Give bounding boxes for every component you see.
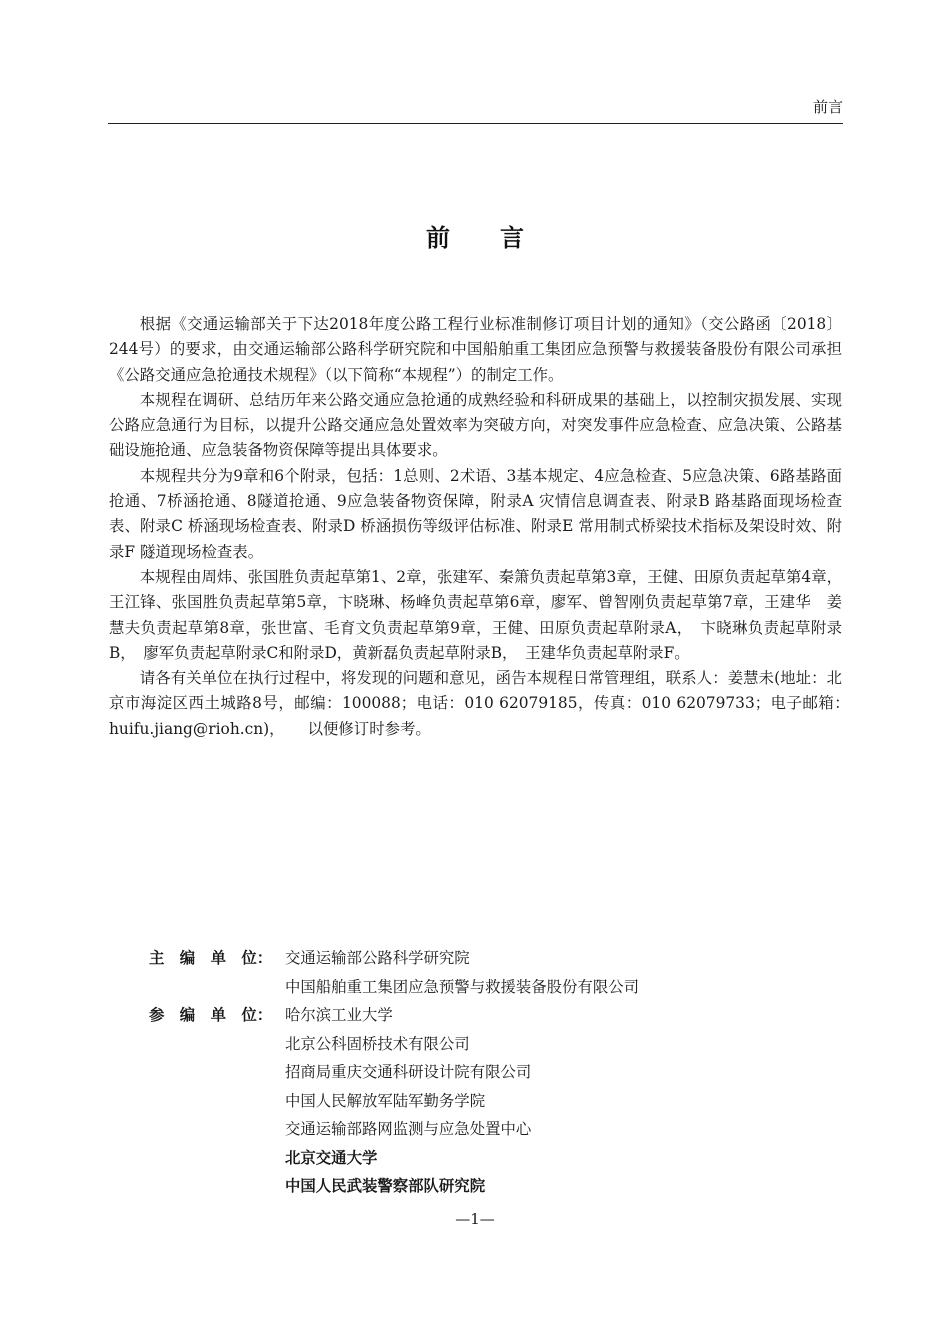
chief-editor-label: 主 编 单 位： (149, 949, 273, 967)
unit-item: 中国人民解放军陆军勤务学院 (285, 1091, 486, 1110)
paragraph: 请各有关单位在执行过程中，将发现的问题和意见，函告本规程日常管理组，联系人：姜慧未(地址：北京市海淀区西土城路8号，邮编：100088；电话：010 62079185，传真：010 62079733；电子邮箱： huifu.jiang@rioh.cn)， 以便修订时参考。 (109, 669, 858, 738)
participating-units (149, 1001, 829, 1201)
unit-item: 北京公科固桥技术有限公司 (285, 1034, 470, 1053)
header-rule (108, 123, 843, 124)
paragraph: 本规程由周炜、张国胜负责起草第1、2章，张建军、秦箫负责起草第3章，王健、田原负责起草第4章，王江锋、张国胜负责起草第5章，卞晓琳、杨峰负责起草第6章，廖军、曾智刚负责起草第7章，王建华 姜慧夫负责起草第8章，张世富、毛育文负责起草第9章，王健、田原负责起草附录A， 卞晓琳负责起草附录B， 廖军负责起草附录C和附录D，黄新磊负责起草附录B， 王建华负责起草附录F。 (109, 567, 842, 662)
unit-item: 中国人民武装警察部队研究院 (285, 1177, 486, 1195)
editing-units (149, 944, 829, 1201)
page-number: —1— (455, 1210, 495, 1228)
chief-editor-list (285, 944, 829, 1001)
unit-item: 北京交通大学 (285, 1148, 378, 1167)
unit-item: 哈尔滨工业大学 (285, 1006, 393, 1024)
running-head-title: 前言 (812, 98, 843, 116)
chief-editor-units (149, 944, 829, 1001)
unit-item: 交通运输部路网监测与应急处置中心 (285, 1120, 532, 1138)
unit-item: 招商局重庆交通科研设计院有限公司 (285, 1063, 532, 1081)
participating-list (285, 1001, 829, 1201)
unit-item: 交通运输部公路科学研究院 (285, 949, 470, 967)
unit-item: 中国船舶重工集团应急预警与救援装备股份有限公司 (285, 977, 639, 996)
paragraph: 本规程共分为9章和6个附录，包括：1总则、2术语、3基本规定、4应急检查、5应急决策、6路基路面抢通、7桥涵抢通、8隧道抢通、9应急装备物资保障，附录A 灾情信息调查表、附录B 路基路面现场检查表、附录C 桥涵现场检查表、附录D 桥涵损伤等级评估标准、附录E 常用制式桥梁技术指标及架设时效、附录F 隧道现场检查表。 (109, 466, 842, 561)
body-text (109, 312, 858, 742)
participating-label: 参 编 单 位： (149, 1006, 273, 1024)
paragraph: 本规程在调研、总结历年来公路交通应急抢通的成熟经验和科研成果的基础上，以控制灾损发展、实现公路应急通行为目标，以提升公路交通应急处置效率为突破方向，对突发事件应急检查、应急决策、公路基础设施抢通、应急装备物资保障等提出具体要求。 (109, 390, 842, 460)
page-title: 前言 (426, 224, 574, 252)
paragraph: 根据《交通运输部关于下达2018年度公路工程行业标准制修订项目计划的通知》（交公路函〔2018〕244号）的要求，由交通运输部公路科学研究院和中国船舶重工集团应急预警与救援装备股份有限公司承担《公路交通应急抢通技术规程》（以下简称“本规程”）的制定工作。 (109, 315, 842, 384)
